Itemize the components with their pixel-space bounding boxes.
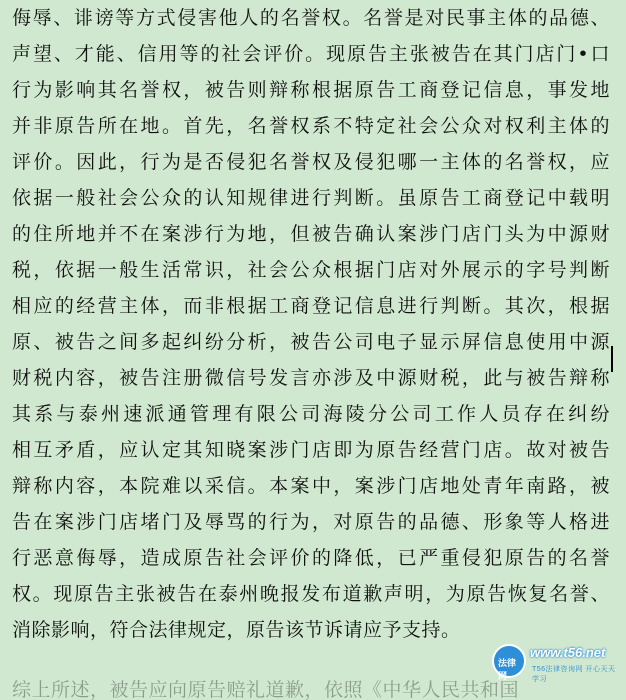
text-line: 消除影响，符合法律规定，原告该节诉请应予支持。 — [12, 619, 461, 641]
watermark-logo-icon — [492, 644, 526, 681]
text-cursor — [611, 346, 613, 372]
text-line: 相互矛盾，应认定其知晓案涉门店即为原告经营门店。故对被告 — [12, 439, 610, 461]
text-line: 依据一般社会公众的认知规律进行判断。虽原告工商登记中载明 — [12, 187, 610, 209]
site-watermark — [492, 642, 622, 682]
text-line: 声望、才能、信用等的社会评价。现原告主张被告在其门店门•口 — [12, 43, 610, 65]
text-line: 侮辱、诽谤等方式侵害他人的名誉权。名誉是对民事主体的品德、 — [12, 7, 610, 29]
text-line: 原、被告之间多起纠纷分析，被告公司电子显示屏信息使用中源 — [12, 331, 610, 353]
watermark-subtitle: T56法律咨询网 开心天天学习 — [532, 666, 616, 683]
watermark-url: www.t56.net — [530, 645, 606, 660]
text-line: 辩称内容，本院难以采信。本案中，案涉门店地处青年南路，被 — [12, 475, 610, 497]
text-line: 相应的经营主体，而非根据工商登记信息进行判断。其次，根据 — [12, 295, 610, 317]
text-line: 行恶意侮辱，造成原告社会评价的降低，已严重侵犯原告的名誉 — [12, 547, 610, 569]
text-line: 告在案涉门店堵门及辱骂的行为，对原告的品德、形象等人格进 — [12, 511, 610, 533]
text-line: 并非原告所在地。首先，名誉权系不特定社会公众对权利主体的 — [12, 115, 610, 137]
text-line: 税，依据一般生活常识，社会公众根据门店对外展示的字号判断 — [12, 259, 610, 281]
watermark-logo-text: 法律网 — [498, 658, 517, 681]
text-line-partial: 综上所述，被告应向原告赔礼道歉，依照《中华人民共和国 — [12, 679, 520, 700]
text-line: 权。现原告主张被告在泰州晚报发布道歉声明，为原告恢复名誉、 — [12, 583, 610, 605]
text-line: 行为影响其名誉权，被告则辩称根据原告工商登记信息，事发地 — [12, 79, 610, 101]
text-line: 评价。因此，行为是否侵犯名誉权及侵犯哪一主体的名誉权，应 — [12, 151, 610, 173]
text-line: 其系与泰州速派通管理有限公司海陵分公司工作人员存在纠纷 — [12, 403, 610, 425]
text-line: 财税内容，被告注册微信号发言亦涉及中源财税，此与被告辩称 — [12, 367, 610, 389]
document-page — [2, 0, 618, 700]
text-line: 的住所地并不在案涉行为地，但被告确认案涉门店门头为中源财 — [12, 223, 610, 245]
